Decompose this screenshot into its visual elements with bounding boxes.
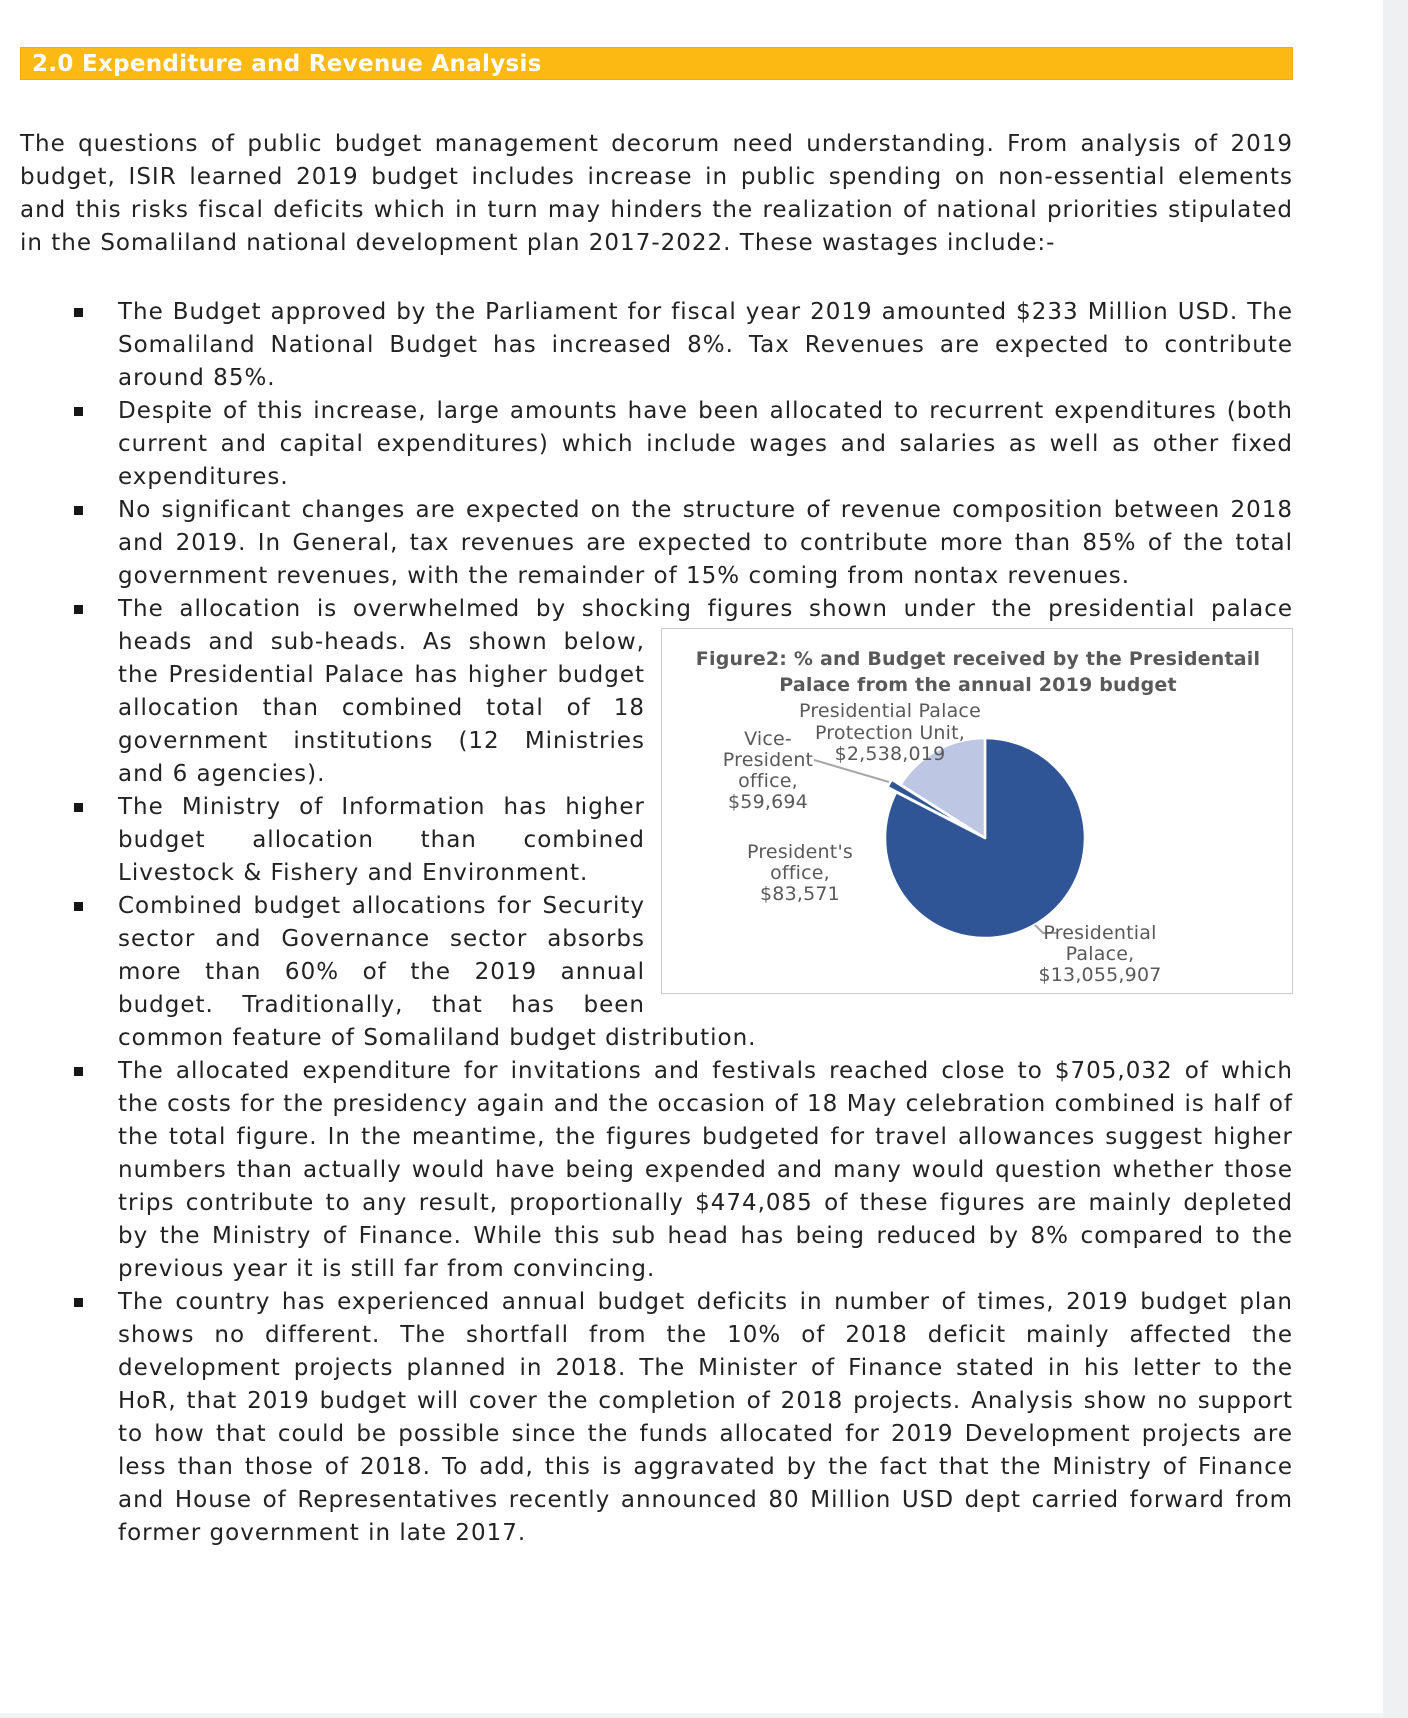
label-presidents-office-line3: $83,571: [760, 883, 840, 905]
intro-paragraph: The questions of public budget management decorum need understanding. From analysis of 2019 budget, ISIR learned 2019 budget includes increase in public spending on non-essential elements and this risks fiscal deficits which in turn may hinders the realization of national priorities stipulated in the Somaliland national development plan 2017-2022. These wastages include:-: [20, 131, 1293, 256]
bullet-item-2: Despite of this increase, large amounts have been allocated to recurrent expenditures (both current and capital expenditures) which include wages and salaries as well as other fixed expenditures.: [118, 395, 1293, 494]
bullet-list: [20, 296, 1293, 1550]
bullet-item-7: The allocated expenditure for invitations and festivals reached close to $705,032 of which the costs for the presidency again and the occasion of 18 May celebration combined is half of the total figure. In the meantime, the figures budgeted for travel allowances suggest higher numbers than actually would have being expended and many would question whether those trips contribute to any result, proportionally $474,085 of these figures are mainly depleted by the Ministry of Finance. While this sub head has being reduced by 8% compared to the previous year it is still far from convincing.: [118, 1055, 1293, 1286]
label-protection-unit-line3: $2,538,019: [834, 743, 946, 765]
label-vice-president-line1: Vice-: [744, 728, 792, 750]
label-presidents-office-line2: office,: [770, 862, 830, 884]
label-presidential-palace-line1: Presidential: [1043, 922, 1157, 944]
section-header-bar: [20, 47, 1293, 80]
section-header-label: 2.0 Expenditure and Revenue Analysis: [32, 50, 542, 77]
bullet-item-1: The Budget approved by the Parliament for fiscal year 2019 amounted $233 Million USD. The Somaliland National Budget has increased 8%. Tax Revenues are expected to contribute around 85%.: [118, 296, 1293, 395]
chart-title-line1: Figure2: % and Budget received by the Presidentail: [695, 648, 1261, 670]
bullet-item-5: The Ministry of Information has higher budget allocation than combined Livestock & Fishery and Environment.: [118, 791, 1293, 890]
label-presidents-office-line1: President's: [747, 841, 853, 863]
page-bottom-edge-strip: [0, 1713, 1383, 1718]
bullet-4-lead-text: The allocation is overwhelmed by shocking figures shown under the presidential palace heads and sub-heads. As shown below,: [118, 596, 1293, 655]
label-presidential-palace-line2: Palace,: [1065, 943, 1135, 965]
chart-title-line2: Palace from the annual 2019 budget: [779, 674, 1177, 696]
label-protection-unit-line2: Protection Unit,: [814, 722, 966, 744]
label-vice-president-line3: office,: [738, 770, 798, 792]
label-presidential-palace-line3: $13,055,907: [1038, 964, 1162, 986]
label-vice-president-line2: President: [722, 749, 814, 771]
bullet-item-6: Combined budget allocations for Security sector and Governance sector absorbs more than 60% of the 2019 annual budget. Traditionally, that has been common feature of Somaliland budget distribution.: [118, 890, 1293, 1055]
document-body: [20, 128, 1293, 1550]
page-right-edge-strip: [1383, 0, 1408, 1718]
bullet-item-3: No significant changes are expected on the structure of revenue composition between 2018 and 2019. In General, tax revenues are expected to contribute more than 85% of the total government revenues, with the remainder of 15% coming from nontax revenues.: [118, 494, 1293, 593]
bullet-item-8: The country has experienced annual budget deficits in number of times, 2019 budget plan shows no different. The shortfall from the 10% of 2018 deficit mainly affected the development projects planned in 2018. The Minister of Finance stated in his letter to the HoR, that 2019 budget will cover the completion of 2018 projects. Analysis show no support to how that could be possible since the funds allocated for 2019 Development projects are less than those of 2018. To add, this is aggravated by the fact that the Ministry of Finance and House of Representatives recently announced 80 Million USD dept carried forward from former government in late 2017.: [118, 1286, 1293, 1550]
label-protection-unit-line1: Presidential Palace: [799, 700, 981, 722]
label-vice-president-line4: $59,694: [728, 791, 808, 813]
bullet-4-rest-text: the Presidential Palace has higher budget allocation than combined total of 18 government institutions (12 Ministries and 6 agencies).: [118, 662, 645, 787]
